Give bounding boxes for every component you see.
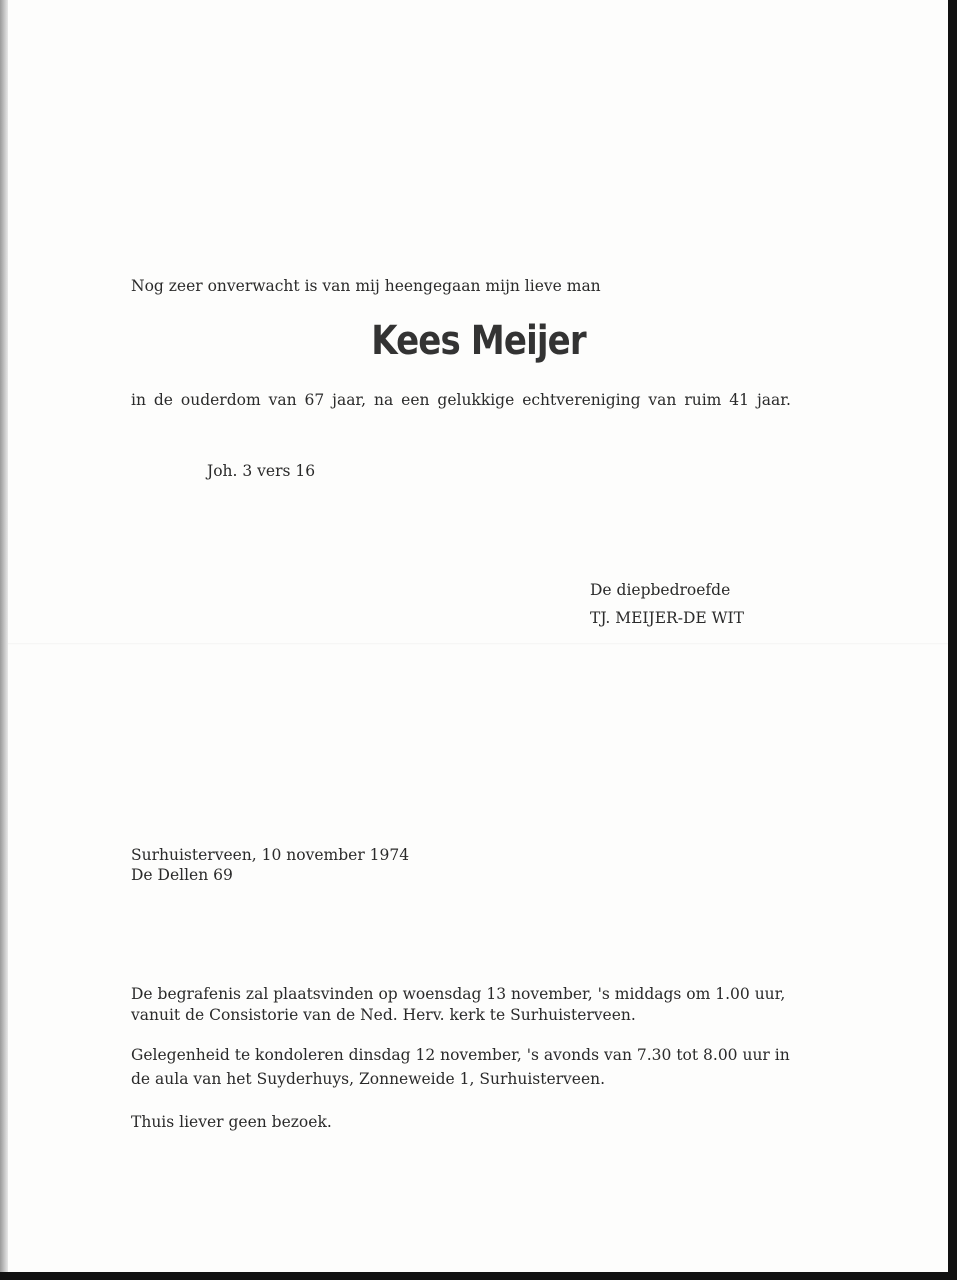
visit-note: Thuis liever geen bezoek. (131, 1113, 332, 1131)
funeral-line-2: vanuit de Consistorie van de Ned. Herv. kerk te Surhuisterveen. (131, 1006, 636, 1024)
scan-edge-bottom (0, 1272, 957, 1280)
home-address: De Dellen 69 (131, 866, 233, 884)
funeral-line-1: De begrafenis zal plaatsvinden op woensdag 13 november, 's middags om 1.00 uur, (131, 985, 786, 1003)
fold-line (8, 643, 948, 645)
age-text: in de ouderdom van 67 jaar, na een gelukkige echtvereniging van ruim 41 jaar. (131, 391, 791, 409)
condolence-line-1: Gelegenheid te kondoleren dinsdag 12 november, 's avonds van 7.30 tot 8.00 uur in (131, 1046, 790, 1064)
bible-verse: Joh. 3 vers 16 (207, 462, 316, 480)
intro-text: Nog zeer onverwacht is van mij heengegaan mijn lieve man (131, 277, 601, 295)
widow-name: TJ. MEIJER-DE WIT (590, 609, 745, 627)
condolence-line-2: de aula van het Suyderhuys, Zonneweide 1, Surhuisterveen. (131, 1070, 606, 1088)
scan-edge-right (948, 0, 957, 1280)
scan-edge-left (0, 0, 8, 1280)
place-date: Surhuisterveen, 10 november 1974 (131, 846, 410, 864)
deceased-name: Kees Meijer (371, 318, 586, 364)
signoff-text: De diepbedroefde (590, 581, 731, 599)
